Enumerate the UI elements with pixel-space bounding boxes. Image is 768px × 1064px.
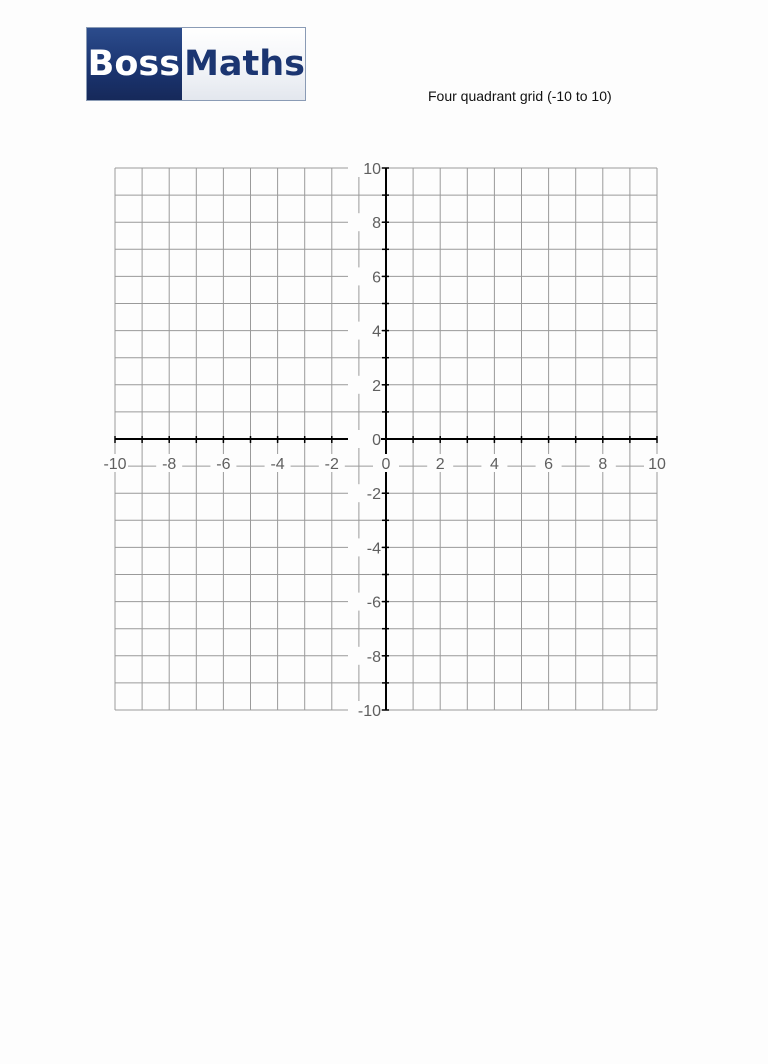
y-tick-label: -2 bbox=[366, 486, 381, 504]
y-tick-label: 4 bbox=[372, 323, 381, 341]
x-tick-label: -8 bbox=[162, 456, 177, 473]
y-tick-label: 6 bbox=[372, 269, 381, 287]
x-tick-label: -10 bbox=[103, 456, 127, 473]
x-tick-label: 6 bbox=[544, 456, 554, 473]
logo-text-boss: Boss bbox=[87, 44, 181, 84]
page-title: Four quadrant grid (-10 to 10) bbox=[428, 88, 612, 104]
x-tick-label: -4 bbox=[270, 456, 285, 473]
y-tick-label: -4 bbox=[366, 540, 381, 558]
y-tick-label: 8 bbox=[372, 215, 381, 233]
x-tick-label: 4 bbox=[489, 456, 499, 473]
y-tick-label: 2 bbox=[372, 377, 381, 395]
x-tick-label: 2 bbox=[435, 456, 445, 473]
y-tick-label: -10 bbox=[357, 703, 381, 720]
x-tick-label: -2 bbox=[324, 456, 339, 473]
x-tick-label: -6 bbox=[216, 456, 231, 473]
y-tick-label: -8 bbox=[366, 648, 381, 666]
y-tick-label: 0 bbox=[372, 432, 381, 449]
x-tick-label: 10 bbox=[648, 456, 666, 473]
x-tick-label: 8 bbox=[598, 456, 608, 473]
x-tick-label: 0 bbox=[381, 456, 391, 473]
y-tick-label: 10 bbox=[363, 161, 381, 178]
logo-text-maths: Maths bbox=[184, 44, 305, 84]
y-tick-label: -6 bbox=[366, 594, 381, 612]
